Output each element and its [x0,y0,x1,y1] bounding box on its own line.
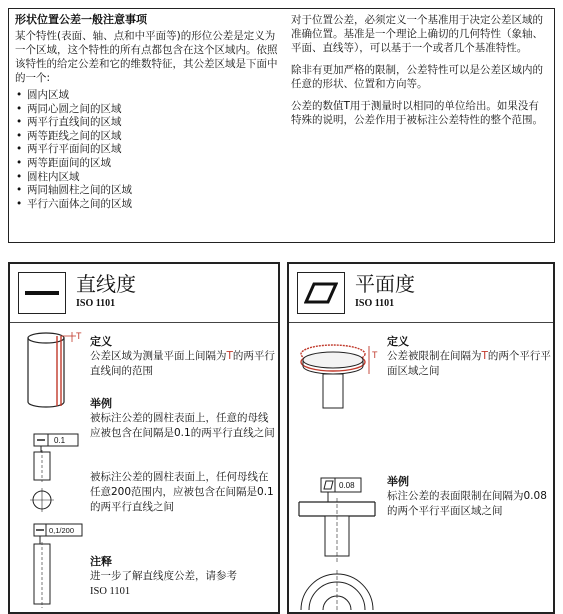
flatness-symbol-icon [297,272,345,314]
flatness-example-diagram [295,472,381,612]
straightness-example-2: 被标注公差的圆柱表面上，任何母线在任意200范围内，应被包含在间隔是0.1的两平行直线之间 [90,471,274,513]
list-item: • 两同心圆之间的区域 [15,103,283,117]
cylinder-definition-diagram [24,330,86,410]
straightness-example-label: 举例 [90,397,112,410]
flatness-header [289,264,553,323]
straightness-note-label: 注释 [90,555,112,568]
straightness-note-text: 进一步了解直线度公差，请参考 [90,570,237,582]
general-notes-left-column [15,13,283,211]
flatness-definition-diagram [295,334,381,420]
tolerance-shape-paragraph: 除非有更加严格的限制，公差特性可以是公差区域内的任意的形状、位置和方向等。 [291,64,543,90]
flatness-example-label: 举例 [387,475,409,488]
list-item: • 两平行直线间的区域 [15,116,283,130]
general-notes-right-column [291,13,549,135]
straightness-note-ref: ISO 1101 [90,586,131,597]
straightness-definition [90,334,276,379]
flatness-diagram-T: T [372,350,378,360]
straightness-panel [8,262,280,614]
straightness-title: 直线度 [76,272,136,296]
list-item: • 两等距面间的区域 [15,157,283,171]
datum-paragraph: 对于位置公差，必须定义一个基准用于决定公差区域的准确位置。基准是一个理论上确切的几何特性（象轴、平面、直线等），可以基于一个或者几个基准特性。 [291,14,543,54]
straightness-example2-diagram [24,522,86,610]
straightness-header [10,264,278,323]
list-item: • 两同轴圆柱之间的区域 [15,184,283,198]
straightness-example1-diagram [24,430,86,514]
flatness-panel [287,262,555,614]
flatness-frame-value: 0.08 [339,481,355,490]
general-notes-paragraph: 某个特性(表面、轴、点和中平面等)的形位公差是定义为一个区域，这个特性的所有点都包含在这个区域内。依照该特性的给定公差和它的维数特征，其公差区域是下面中的一个: [15,30,278,84]
flatness-example-text: 标注公差的表面限制在间隔为0.08的两个平行平面区域之间 [387,490,547,517]
straightness-diagram-T: T [76,331,82,341]
flatness-title: 平面度 [355,272,415,296]
straightness-example-1: 被标注公差的圆柱表面上，任意的母线应被包含在间隔是0.1的两平行直线之间 [90,412,275,439]
list-item: • 两等距线之间的区域 [15,130,283,144]
tolerance-zone-list [15,89,283,211]
straightness-note [90,554,276,599]
straightness-definition-text: 公差区域为测量平面上间隔为T的两平行直线间的范围 [90,350,275,377]
straightness-symbol-icon [18,272,66,314]
straightness-definition-label: 定义 [90,335,112,348]
flatness-example [387,474,551,519]
flatness-iso: ISO 1101 [355,298,395,309]
straightness-example [90,396,276,441]
straightness-iso: ISO 1101 [76,298,116,309]
general-notes-heading: 形状位置公差一般注意事项 [15,13,147,26]
general-notes-box [8,8,555,243]
list-item: • 平行六面体之间的区域 [15,198,283,212]
flatness-definition [387,334,551,379]
straightness-frame1-value: 0.1 [54,436,66,445]
list-item: • 圆柱内区域 [15,171,283,185]
tolerance-value-paragraph: 公差的数值T用于测量时以相同的单位给出。如果没有特殊的说明，公差作用于被标注公差特性的整个范围。 [291,100,543,126]
straightness-frame2-value: 0,1/200 [49,526,75,535]
flatness-definition-label: 定义 [387,335,409,348]
list-item: • 两平行平面间的区域 [15,143,283,157]
flatness-definition-text: 公差被限制在间隔为T的两个平行平面区域之间 [387,350,551,377]
list-item: • 圆内区域 [15,89,283,103]
